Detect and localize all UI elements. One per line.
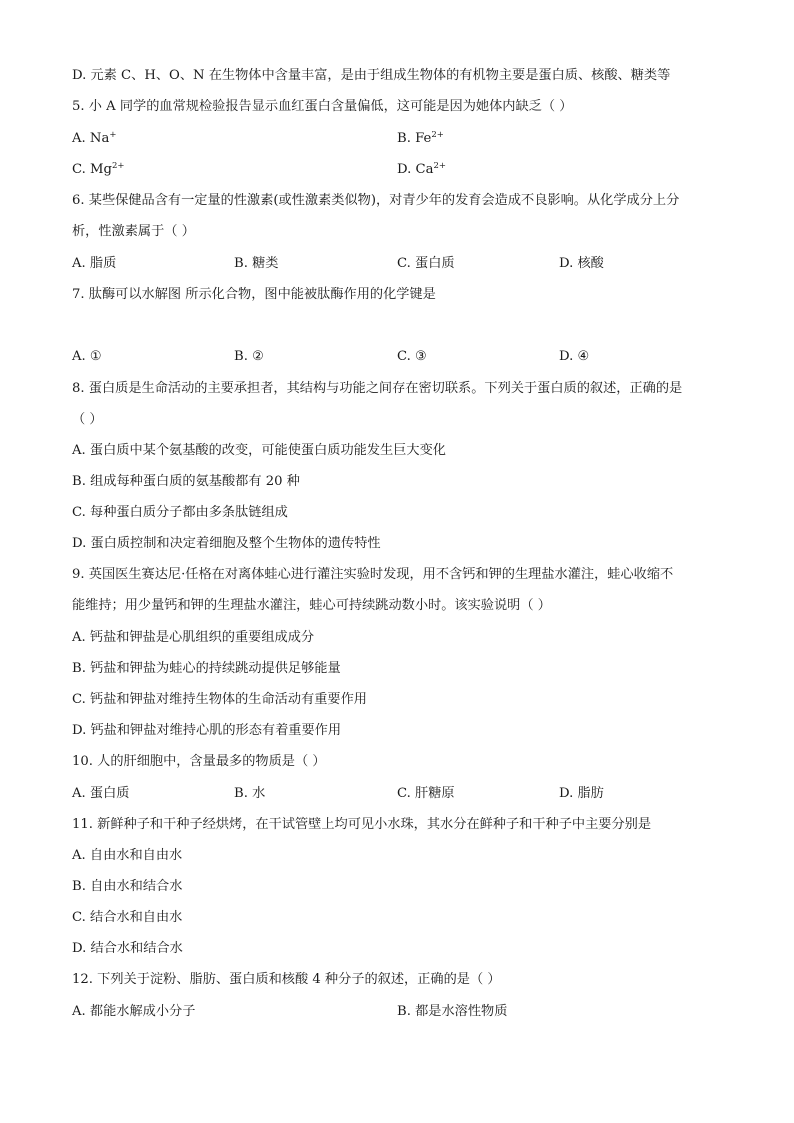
q10-option-a: A. 蛋白质 [72, 786, 130, 801]
q8-stem-line1: 8. 蛋白质是生命活动的主要承担者，其结构与功能之间存在密切联系。下列关于蛋白质的叙述，正确的是 [72, 381, 683, 396]
q12-option-b: B. 都是水溶性物质 [397, 1004, 508, 1019]
q10-stem: 10. 人的肝细胞中，含量最多的物质是（ ） [72, 754, 326, 769]
q11-option-b: B. 自由水和结合水 [72, 879, 183, 894]
q5-stem: 5. 小 A 同学的血常规检验报告显示血红蛋白含量偏低，这可能是因为她体内缺乏（ ） [72, 99, 573, 114]
q12-option-a: A. 都能水解成小分子 [72, 1004, 196, 1019]
q7-option-b: B. ② [234, 349, 264, 364]
q9-option-b: B. 钙盐和钾盐为蛙心的持续跳动提供足够能量 [72, 661, 341, 676]
q8-stem-line2: （ ） [72, 412, 103, 427]
q7-stem: 7. 肽酶可以水解图 所示化合物，图中能被肽酶作用的化学键是 [72, 287, 436, 302]
q10-option-b: B. 水 [234, 786, 266, 801]
q11-option-c: C. 结合水和自由水 [72, 910, 183, 925]
q11-option-a: A. 自由水和自由水 [72, 848, 183, 863]
q5-option-c: C. $Mg^{2+}$ [72, 161, 125, 177]
q11-option-d: D. 结合水和结合水 [72, 941, 183, 956]
q5-option-a: A. Na+ [72, 130, 117, 146]
q4-option-d: D. 元素 C、H、O、N 在生物体中含量丰富，是由于组成生物体的有机物主要是蛋白质、核酸、糖类等 [72, 68, 671, 83]
q9-option-d: D. 钙盐和钾盐对维持心肌的形态有着重要作用 [72, 723, 342, 738]
q6-option-b: B. 糖类 [234, 256, 279, 271]
q8-option-d: D. 蛋白质控制和决定着细胞及整个生物体的遗传特性 [72, 536, 381, 551]
q6-option-d: D. 核酸 [559, 256, 604, 271]
q12-stem: 12. 下列关于淀粉、脂肪、蛋白质和核酸 4 种分子的叙述，正确的是（ ） [72, 972, 501, 987]
q7-option-c: C. ③ [397, 349, 427, 364]
q9-stem-line2: 能维持；用少量钙和钾的生理盐水灌注，蛙心可持续跳动数小时。该实验说明（ ） [72, 598, 551, 613]
q8-option-a: A. 蛋白质中某个氨基酸的改变，可能使蛋白质功能发生巨大变化 [72, 443, 446, 458]
q8-option-c: C. 每种蛋白质分子都由多条肽链组成 [72, 505, 288, 520]
q7-option-d: D. ④ [559, 349, 590, 364]
q10-option-d: D. 脂肪 [559, 786, 604, 801]
q9-option-a: A. 钙盐和钾盐是心肌组织的重要组成成分 [72, 630, 315, 645]
q6-stem-line1: 6. 某些保健品含有一定量的性激素(或性激素类似物)，对青少年的发育会造成不良影响。从化学成分上分 [72, 193, 680, 208]
q6-option-c: C. 蛋白质 [397, 256, 455, 271]
q5-option-b: B. $Fe^{2+}$ [397, 130, 444, 146]
q5-option-d: D. $Ca^{2+}$ [397, 161, 446, 177]
q6-option-a: A. 脂质 [72, 256, 117, 271]
q7-option-a: A. ① [72, 349, 102, 364]
q6-stem-line2: 析，性激素属于（ ） [72, 224, 195, 239]
q10-option-c: C. 肝糖原 [397, 786, 455, 801]
q9-stem-line1: 9. 英国医生赛达尼·任格在对离体蛙心进行灌注实验时发现，用不含钙和钾的生理盐水灌注，蛙心收缩不 [72, 567, 674, 582]
q9-option-c: C. 钙盐和钾盐对维持生物体的生命活动有重要作用 [72, 692, 367, 707]
q11-stem: 11. 新鲜种子和干种子经烘烤，在干试管壁上均可见小水珠，其水分在鲜种子和干种子中主要分别是 [72, 817, 652, 832]
q8-option-b: B. 组成每种蛋白质的氨基酸都有 20 种 [72, 474, 300, 489]
